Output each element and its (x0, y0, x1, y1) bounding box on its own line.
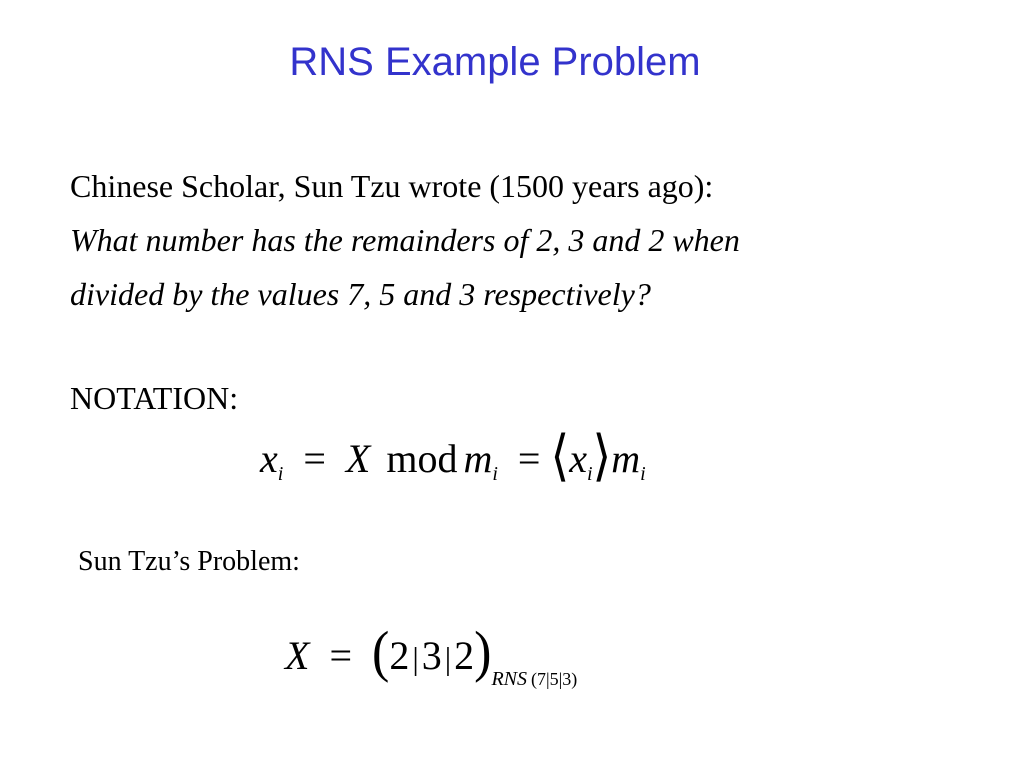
var-m: m (463, 436, 493, 481)
subscript-i: i (586, 463, 593, 485)
separator: | (412, 640, 419, 676)
residue: 3 (421, 633, 442, 678)
problem-formula (285, 621, 578, 690)
var-X: X (345, 436, 371, 481)
right-angle-bracket: ⟩ (592, 425, 612, 487)
slide-title: RNS Example Problem (289, 40, 701, 84)
intro-line-1: Chinese Scholar, Sun Tzu wrote (1500 years ago): (70, 168, 714, 204)
equals-sign: = (517, 436, 541, 481)
left-paren: ( (372, 621, 390, 684)
residue: 2 (454, 633, 475, 678)
left-angle-bracket: ⟨ (550, 425, 570, 487)
notation-label: NOTATION: (70, 380, 239, 416)
mod-operator: mod (386, 436, 458, 481)
rns-subscript (491, 668, 577, 690)
notation-formula (260, 425, 646, 487)
subscript-i: i (277, 463, 284, 485)
subscript-i: i (640, 463, 646, 485)
equals-sign: = (329, 633, 352, 678)
intro-question-line-1: What number has the remainders of 2, 3 and 2 when (70, 222, 740, 258)
var-X: X (285, 633, 310, 678)
var-m: m (611, 436, 641, 481)
residue: 2 (389, 633, 410, 678)
equals-sign: = (303, 436, 326, 481)
right-paren: ) (474, 621, 492, 684)
problem-label: Sun Tzu’s Problem: (78, 546, 300, 577)
var-x: x (260, 436, 278, 481)
separator: | (444, 640, 452, 676)
intro-question-line-2: divided by the values 7, 5 and 3 respectively? (70, 276, 651, 312)
rns-system-name: RNS (491, 668, 528, 690)
subscript-i: i (492, 463, 498, 485)
var-x: x (569, 436, 587, 481)
rns-moduli: (7|5|3) (531, 669, 578, 689)
